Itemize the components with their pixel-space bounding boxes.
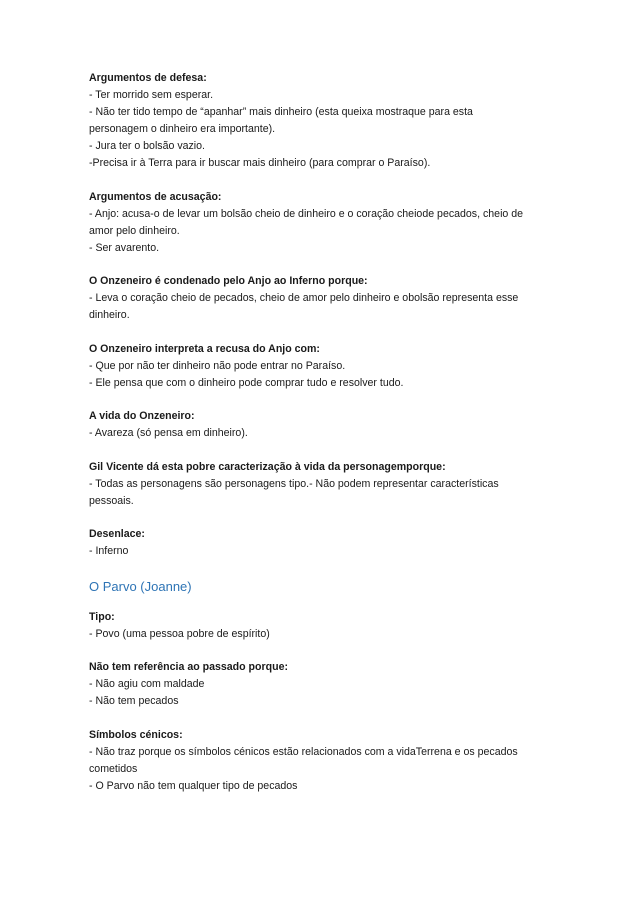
section-heading: Argumentos de defesa:	[89, 72, 207, 84]
section-heading: O Onzeneiro interpreta a recusa do Anjo com:	[89, 342, 320, 355]
text-line: cometidos	[89, 762, 138, 775]
section-heading: Argumentos de acusação:	[89, 190, 222, 203]
text-line: - Todas as personagens são personagens tipo.- Não podem representar características	[89, 477, 499, 490]
text-line: - O Parvo não tem qualquer tipo de pecados	[89, 779, 298, 792]
text-line: - Avareza (só pensa em dinheiro).	[89, 427, 248, 439]
section-interpreta-recusa	[89, 341, 559, 392]
text-line: - Ele pensa que com o dinheiro pode comprar tudo e resolver tudo.	[89, 376, 404, 389]
text-line: - Jura ter o bolsão vazio.	[89, 140, 205, 152]
section-heading: Desenlace:	[89, 528, 145, 540]
text-line: - Não ter tido tempo de “apanhar” mais dinheiro (esta queixa mostraque para esta	[89, 106, 473, 118]
section-argumentos-defesa	[89, 70, 559, 172]
section-desenlace	[89, 526, 559, 560]
section-condenado	[89, 273, 559, 324]
text-line: - Leva o coração cheio de pecados, cheio de amor pelo dinheiro e obolsão representa esse	[89, 292, 519, 304]
section-heading: Não tem referência ao passado porque:	[89, 661, 288, 673]
section-tipo	[89, 609, 559, 643]
text-line: - Não agiu com maldade	[89, 678, 205, 690]
document-page	[89, 70, 559, 811]
section-referencia-passado	[89, 659, 559, 710]
text-line: - Que por não ter dinheiro não pode entrar no Paraíso.	[89, 359, 346, 372]
text-line: - Ser avarento.	[89, 241, 160, 254]
section-argumentos-acusacao	[89, 189, 559, 257]
section-heading: Símbolos cénicos:	[89, 728, 183, 741]
text-line: - Anjo: acusa-o de levar um bolsão cheio de dinheiro e o coração cheiode pecados, cheio de	[89, 207, 524, 220]
section-caracterizacao	[89, 459, 559, 510]
section-heading: A vida do Onzeneiro:	[89, 410, 195, 422]
text-line: - Não traz porque os símbolos cénicos estão relacionados com a vidaTerrena e os pecados	[89, 745, 518, 758]
text-line: - Povo (uma pessoa pobre de espírito)	[89, 627, 270, 640]
text-line: - Não tem pecados	[89, 695, 179, 707]
section-heading: Gil Vicente dá esta pobre caracterização à vida da personagemporque:	[89, 460, 446, 473]
text-line: personagem o dinheiro era importante).	[89, 123, 276, 135]
section-vida-onzeneiro	[89, 408, 559, 442]
text-line: pessoais.	[89, 494, 134, 507]
text-line: -Precisa ir à Terra para ir buscar mais dinheiro (para comprar o Paraíso).	[89, 157, 431, 169]
section-simbolos-cenicos	[89, 727, 559, 795]
section-heading: Tipo:	[89, 610, 115, 623]
text-line: - Inferno	[89, 545, 129, 557]
chapter-title: O Parvo (Joanne)	[89, 578, 192, 594]
text-line: dinheiro.	[89, 309, 130, 321]
text-line: - Ter morrido sem esperar.	[89, 89, 214, 101]
text-line: amor pelo dinheiro.	[89, 224, 180, 237]
section-heading: O Onzeneiro é condenado pelo Anjo ao Inferno porque:	[89, 275, 368, 287]
